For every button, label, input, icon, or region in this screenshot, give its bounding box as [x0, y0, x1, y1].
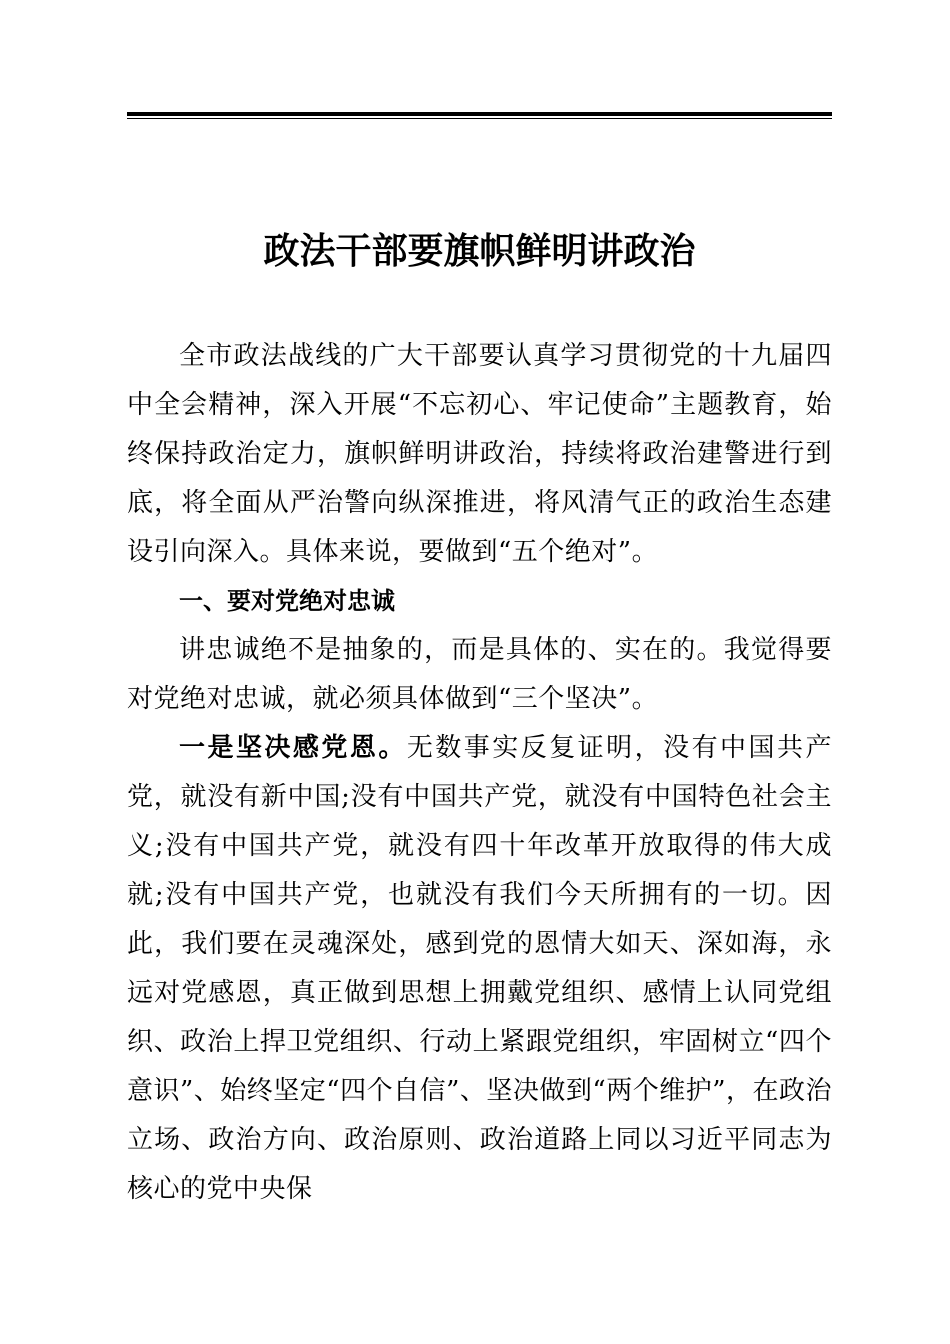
- section1-paragraph-1: 讲忠诚绝不是抽象的，而是具体的、实在的。我觉得要对党绝对忠诚，就必须具体做到“三个坚决”。: [127, 635, 832, 714]
- paragraph-body-text: 无数事实反复证明，没有中国共产党，就没有新中国;没有中国共产党，就没有中国特色社会主义;没有中国共产党，就没有四十年改革开放取得的伟大成就;没有中国共产党，也就没有我们今天所拥有的一切。因此，我们要在灵魂深处，感到党的恩情大如天、深如海，永远对党感恩，真正做到思想上拥戴党组织、感情上认同党组织、政治上捍卫党组织、行动上紧跟党组织，牢固树立“四个意识”、始终坚定“四个自信”、坚决做到“两个维护”，在政治立场、政治方向、政治原则、政治道路上同以习近平同志为核心的党中央保: [127, 733, 832, 1204]
- section1-paragraph-2: [127, 724, 832, 1214]
- section-heading-1: 一、要对党绝对忠诚: [179, 587, 395, 615]
- document-title: 政法干部要旗帜鲜明讲政治: [263, 231, 696, 272]
- paragraph-lead-phrase: 一是坚决感党恩。: [179, 733, 407, 763]
- header-double-rule: [127, 112, 832, 119]
- intro-paragraph: 全市政法战线的广大干部要认真学习贯彻党的十九届四中全会精神，深入开展“不忘初心、牢记使命”主题教育，始终保持政治定力，旗帜鲜明讲政治，持续将政治建警进行到底，将全面从严治警向纵深推进，将风清气正的政治生态建设引向深入。具体来说，要做到“五个绝对”。: [127, 341, 832, 567]
- header-rule-thin: [127, 118, 832, 119]
- document-body: [127, 332, 832, 1214]
